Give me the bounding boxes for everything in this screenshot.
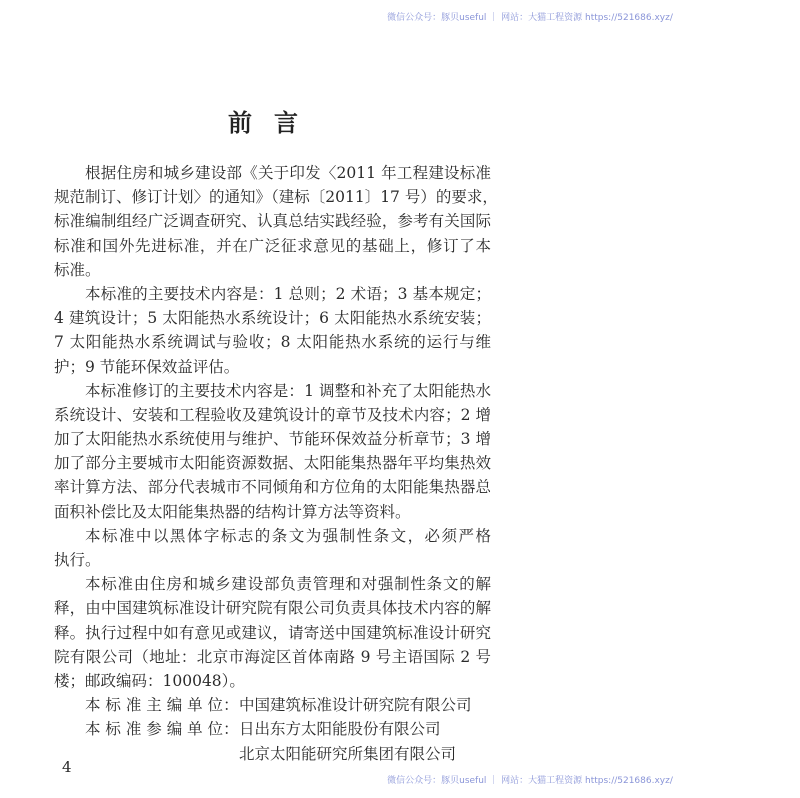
text-line: 加了部分主要城市太阳能资源数据、太阳能集热器年平均集热效 — [54, 454, 491, 473]
text-line: 本标准的主要技术内容是：1 总则；2 术语；3 基本规定； — [85, 284, 491, 303]
watermark-top: 微信公众号：豚贝useful ｜ 网站：大猫工程资源 https://521686.xyz/ — [387, 13, 673, 23]
chief-editor-unit — [54, 693, 491, 717]
text-line: 本标准由住房和城乡建设部负责管理和对强制性条文的解 — [85, 575, 491, 594]
text-line: 系统设计、安装和工程验收及建筑设计的章节及技术内容；2 增 — [54, 405, 491, 424]
text-line: 本标准中以黑体字标志的条文为强制性条文，必须严格 — [85, 526, 491, 545]
watermark-bottom: 微信公众号：豚贝useful ｜ 网站：大猫工程资源 https://521686.xyz/ — [387, 776, 673, 786]
document-body — [54, 161, 498, 766]
unit-name: 北京太阳能研究所集团有限公司 — [239, 744, 457, 763]
unit-label: 本 标 准 主 编 单 位： — [85, 696, 239, 715]
text-line: 标准和国外先进标准，并在广泛征求意见的基础上，修订了本 — [54, 236, 491, 255]
text-line: 4 建筑设计；5 太阳能热水系统设计；6 太阳能热水系统安装； — [54, 309, 491, 328]
page-title: 前言 — [228, 108, 320, 137]
text-line: 护；9 节能环保效益评估。 — [54, 357, 240, 376]
unit-name: 日出东方太阳能股份有限公司 — [239, 720, 441, 739]
text-line: 释。执行过程中如有意见或建议，请寄送中国建筑标准设计研究 — [54, 623, 491, 642]
participating-unit — [54, 717, 491, 741]
text-line: 楼；邮政编码：100048）。 — [54, 671, 245, 690]
text-line: 执行。 — [54, 551, 101, 569]
text-line: 加了太阳能热水系统使用与维护、节能环保效益分析章节；3 增 — [54, 430, 491, 449]
participating-unit — [54, 742, 491, 766]
text-line: 释，由中国建筑标准设计研究院有限公司负责具体技术内容的解 — [54, 599, 491, 618]
text-line: 7 太阳能热水系统调试与验收；8 太阳能热水系统的运行与维 — [54, 333, 491, 352]
text-line: 标准编制组经广泛调查研究、认真总结实践经验，参考有关国际 — [54, 212, 491, 231]
text-line: 根据住房和城乡建设部《关于印发〈2011 年工程建设标准 — [85, 164, 491, 182]
text-line: 面积补偿比及太阳能集热器的结构计算方法等资料。 — [54, 502, 411, 521]
text-line: 标准。 — [54, 260, 101, 279]
unit-name: 中国建筑标准设计研究院有限公司 — [239, 696, 472, 715]
page-number: 4 — [62, 758, 72, 776]
text-line: 院有限公司（地址：北京市海淀区首体南路 9 号主语国际 2 号 — [54, 647, 491, 666]
unit-label: 本 标 准 参 编 单 位： — [85, 720, 239, 739]
text-line: 本标准修订的主要技术内容是：1 调整和补充了太阳能热水 — [85, 381, 491, 400]
text-line: 规范制订、修订计划〉的通知》（建标〔2011〕17 号）的要求， — [54, 188, 498, 207]
text-line: 率计算方法、部分代表城市不同倾角和方位角的太阳能集热器总 — [54, 478, 491, 497]
